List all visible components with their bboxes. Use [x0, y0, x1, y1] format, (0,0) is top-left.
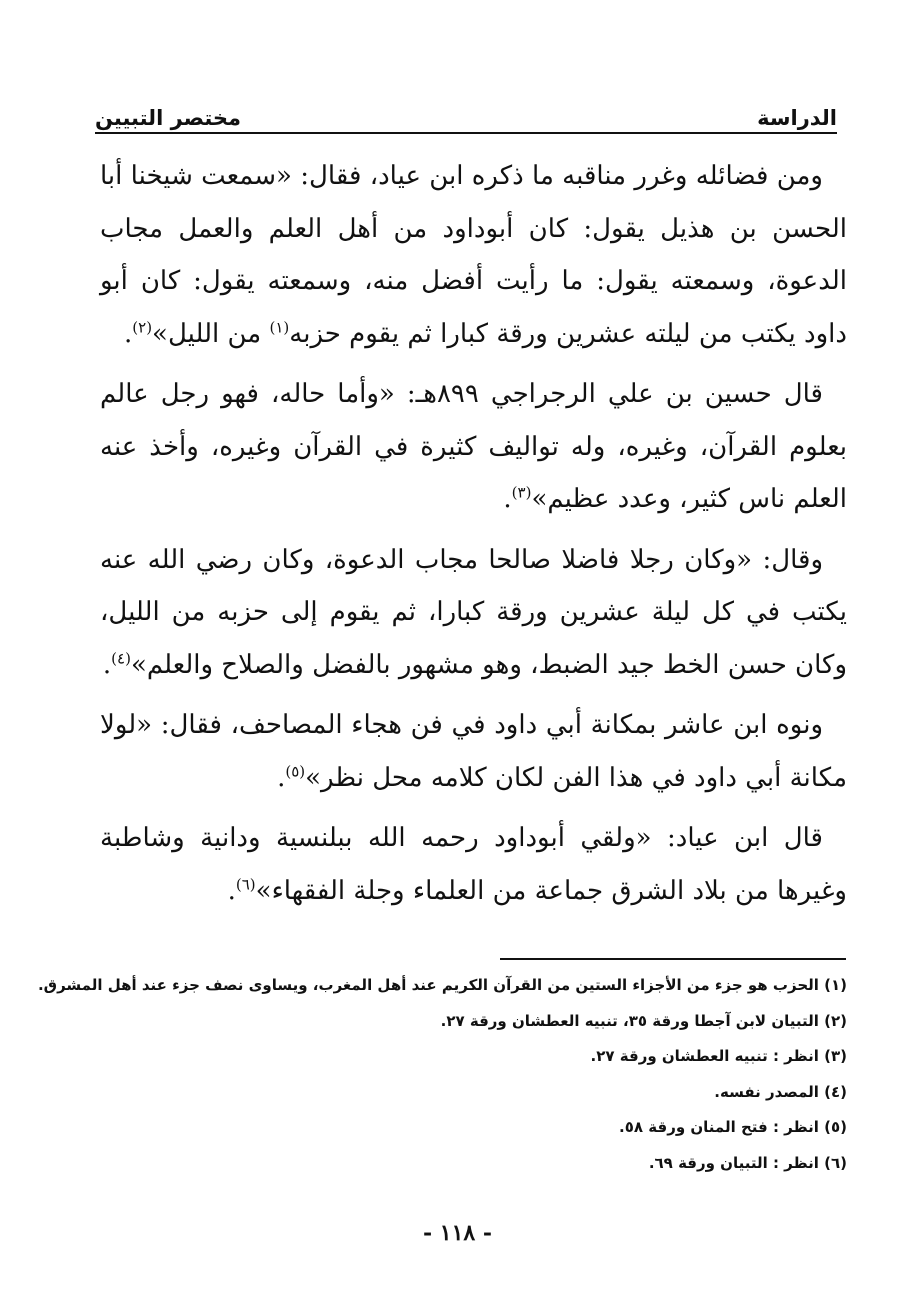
- footnote-ref-2: (٢): [132, 317, 153, 336]
- paragraph-end: .: [503, 484, 512, 514]
- page-number: - ١١٨ -: [422, 1220, 493, 1246]
- footnote-ref-1: (١): [269, 317, 290, 336]
- main-text: [100, 150, 847, 925]
- footnote-ref-5: (٥): [285, 761, 306, 780]
- paragraph-1: [100, 150, 847, 360]
- paragraph-text-continued: من الليل»: [152, 318, 270, 349]
- footnote-2: (٢) التبيان لابن آجطا ورقة ٣٥، تنبيه العطشان ورقة ٢٧.: [440, 1011, 847, 1030]
- footnote-ref-4: (٤): [111, 648, 131, 667]
- running-header: [95, 92, 837, 134]
- header-book-title: مختصر التبيين: [95, 106, 242, 130]
- paragraph-text: قال ابن عياد: «ولقي أبوداود رحمه الله ببلنسية ودانية وشاطبة وغيرها من بلاد الشرق جماعة من العلماء وجلة الفقهاء»: [100, 823, 847, 906]
- paragraph-end: .: [124, 318, 133, 349]
- footnote-ref-6: (٦): [235, 874, 256, 893]
- footnote-3: (٣) انظر : تنبيه العطشان ورقة ٢٧.: [590, 1047, 847, 1065]
- footnote-separator: [500, 958, 846, 960]
- paragraph-end: .: [277, 762, 286, 793]
- footnote-4: (٤) المصدر نفسه.: [714, 1082, 847, 1101]
- paragraph-text: وقال: «وكان رجلا فاضلا صالحا مجاب الدعوة، وكان رضي الله عنه يكتب في كل ليلة عشرين ورقة كبارا، ثم يقوم إلى حزبه من الليل، وكان حسن الخط جيد الضبط، وهو مشهور بالفضل والصلاح والعلم»: [100, 544, 847, 680]
- paragraph-2: [100, 368, 847, 526]
- paragraph-text: ونوه ابن عاشر بمكانة أبي داود في فن هجاء المصاحف، فقال: «لولا مكانة أبي داود في هذا الفن لكان كلامه محل نظر»: [100, 710, 847, 793]
- paragraph-text: قال حسين بن علي الرجراجي ٨٩٩هـ: «وأما حاله، فهو رجل عالم بعلوم القرآن، وغيره، وله تواليف كثيرة في القرآن وغيره، وأخذ عنه العلم ناس كثير، وعدد عظيم»: [100, 379, 847, 514]
- header-section-title: الدراسة: [757, 106, 837, 130]
- paragraph-4: [100, 699, 847, 804]
- footnote-5: (٥) انظر : فتح المنان ورقة ٥٨.: [619, 1118, 847, 1136]
- paragraph-3: [100, 534, 847, 692]
- footnote-ref-3: (٣): [511, 483, 532, 502]
- footnotes-list: [37, 968, 847, 1181]
- paragraph-end: .: [102, 649, 112, 680]
- footnote-6: (٦) انظر : التبيان ورقة ٦٩.: [648, 1153, 847, 1172]
- paragraph-end: .: [227, 875, 236, 906]
- paragraph-5: [100, 812, 847, 917]
- paragraph-text: ومن فضائله وغرر مناقبه ما ذكره ابن عياد، فقال: «سمعت شيخنا أبا الحسن بن هذيل يقول: كان أبوداود من أهل العلم والعمل مجاب الدعوة، وسمعته يقول: ما رأيت أفضل منه، وسمعته يقول: كان أبو داود يكتب من ليلته عشرين ورقة كبارا ثم يقوم حزبه: [100, 161, 847, 349]
- footnote-1: (١) الحزب هو جزء من الأجزاء الستين من القرآن الكريم عند أهل المغرب، ويساوى نصف جزء عند أهل المشرق.: [37, 976, 847, 994]
